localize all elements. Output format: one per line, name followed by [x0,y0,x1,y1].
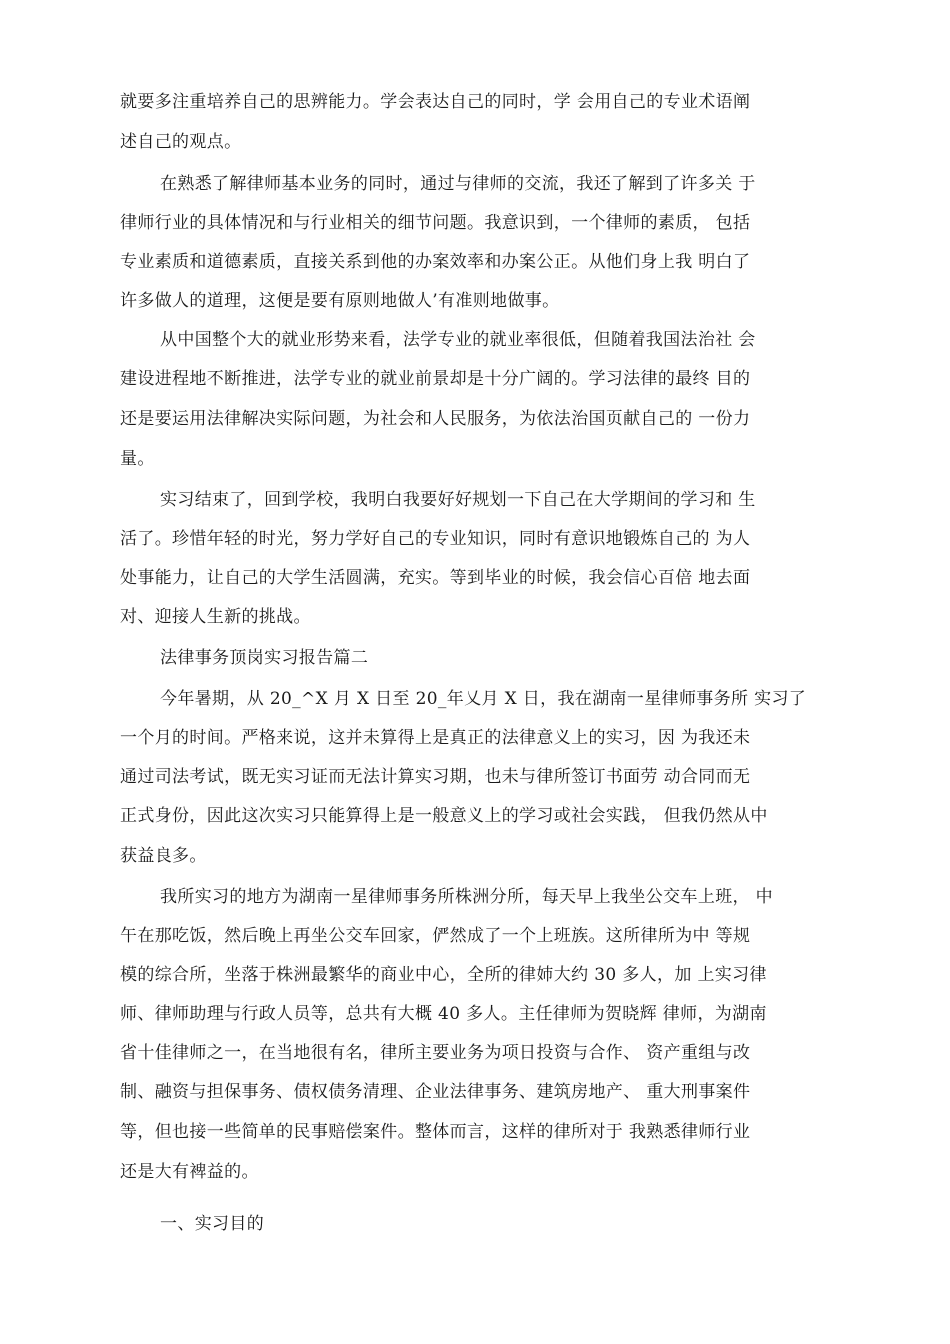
text-line: 律师行业的具体情况和与行业相关的细节问题。我意识到，一个律师的素质， 包括 [120,213,751,233]
text-line: 许多做人的道理，这便是要有原则地做人’有准则地做事。 [120,291,560,311]
text-line: 处事能力，让自己的大学生活圆满，充实。等到毕业的时候，我会信心百倍 地去面 [120,568,751,588]
text-line: 从中国整个大的就业形势来看，法学专业的就业率很低，但随着我国法治社 会 [160,330,756,350]
text-line: 就要多注重培养自己的思辨能力。学会表达自己的同时，学 会用自己的专业术语阐 [120,92,751,112]
text-line: 量。 [120,449,155,469]
text-line: 我所实习的地方为湖南一星律师事务所株洲分所，每天早上我坐公交车上班， 中 [160,887,774,907]
text-line: 午在那吃饭，然后晚上再坐公交车回家，俨然成了一个上班族。这所律所为中 等规 [120,926,751,946]
text-line: 对、迎接人生新的挑战。 [120,607,311,627]
text-line: 专业素质和道德素质，直接关系到他的办案效率和办案公正。从他们身上我 明白了 [120,252,751,272]
text-line: 获益良多。 [120,846,207,866]
text-line: 正式身份，因此这次实习只能算得上是一般意义上的学习或社会实践， 但我仍然从中 [120,806,768,826]
text-line: 活了。珍惜年轻的时光，努力学好自己的专业知识，同时有意识地锻炼自己的 为人 [120,529,751,549]
text-line: 一个月的时间。严格来说，这并未算得上是真正的法律意义上的实习，因 为我还未 [120,728,751,748]
section-heading: 一、实习目的 [160,1214,265,1234]
text-line: 等，但也接一些简单的民事赔偿案件。整体而言，这样的律所对于 我熟悉律师行业 [120,1122,751,1142]
section-heading: 法律事务顶岗实习报告篇二 [160,648,369,668]
text-line: 实习结束了，回到学校，我明白我要好好规划一下自己在大学期间的学习和 生 [160,490,756,510]
text-line: 今年暑期，从 20_^X 月 X 日至 20_年乂月 X 日，我在湖南一星律师事务所 实习了 [160,689,807,709]
text-line: 省十佳律师之一，在当地很有名，律所主要业务为项日投资与合作、 资产重组与改 [120,1043,751,1063]
text-line: 还是要运用法律解决实际问题，为社会和人民服务，为依法治国页献自己的 一份力 [120,409,751,429]
text-line: 模的综合所，坐落于株洲最繁华的商业中心，全所的律姉大约 30 多人，加 上实习律 [120,965,767,985]
text-line: 通过司法考试，既无实习证而无法计算实习期，也未与律所签订书面劳 动合同而无 [120,767,751,787]
text-line: 制、融资与担保事务、债权债务清理、企业法律事务、建筑房地产、 重大刑事案件 [120,1082,751,1102]
text-line: 建设进程地不断推进，法学专业的就业前景却是十分广阔的。学习法律的最终 目的 [120,369,751,389]
text-line: 还是大有裨益的。 [120,1162,259,1182]
text-line: 师、律师助理与行政人员等，总共有大概 40 多人。主任律师为贺晓辉 律师，为湖南 [120,1004,767,1024]
text-line: 述自己的观点。 [120,132,242,152]
text-line: 在熟悉了解律师基本业务的同时，通过与律师的交流，我还了解到了许多关 于 [160,174,756,194]
